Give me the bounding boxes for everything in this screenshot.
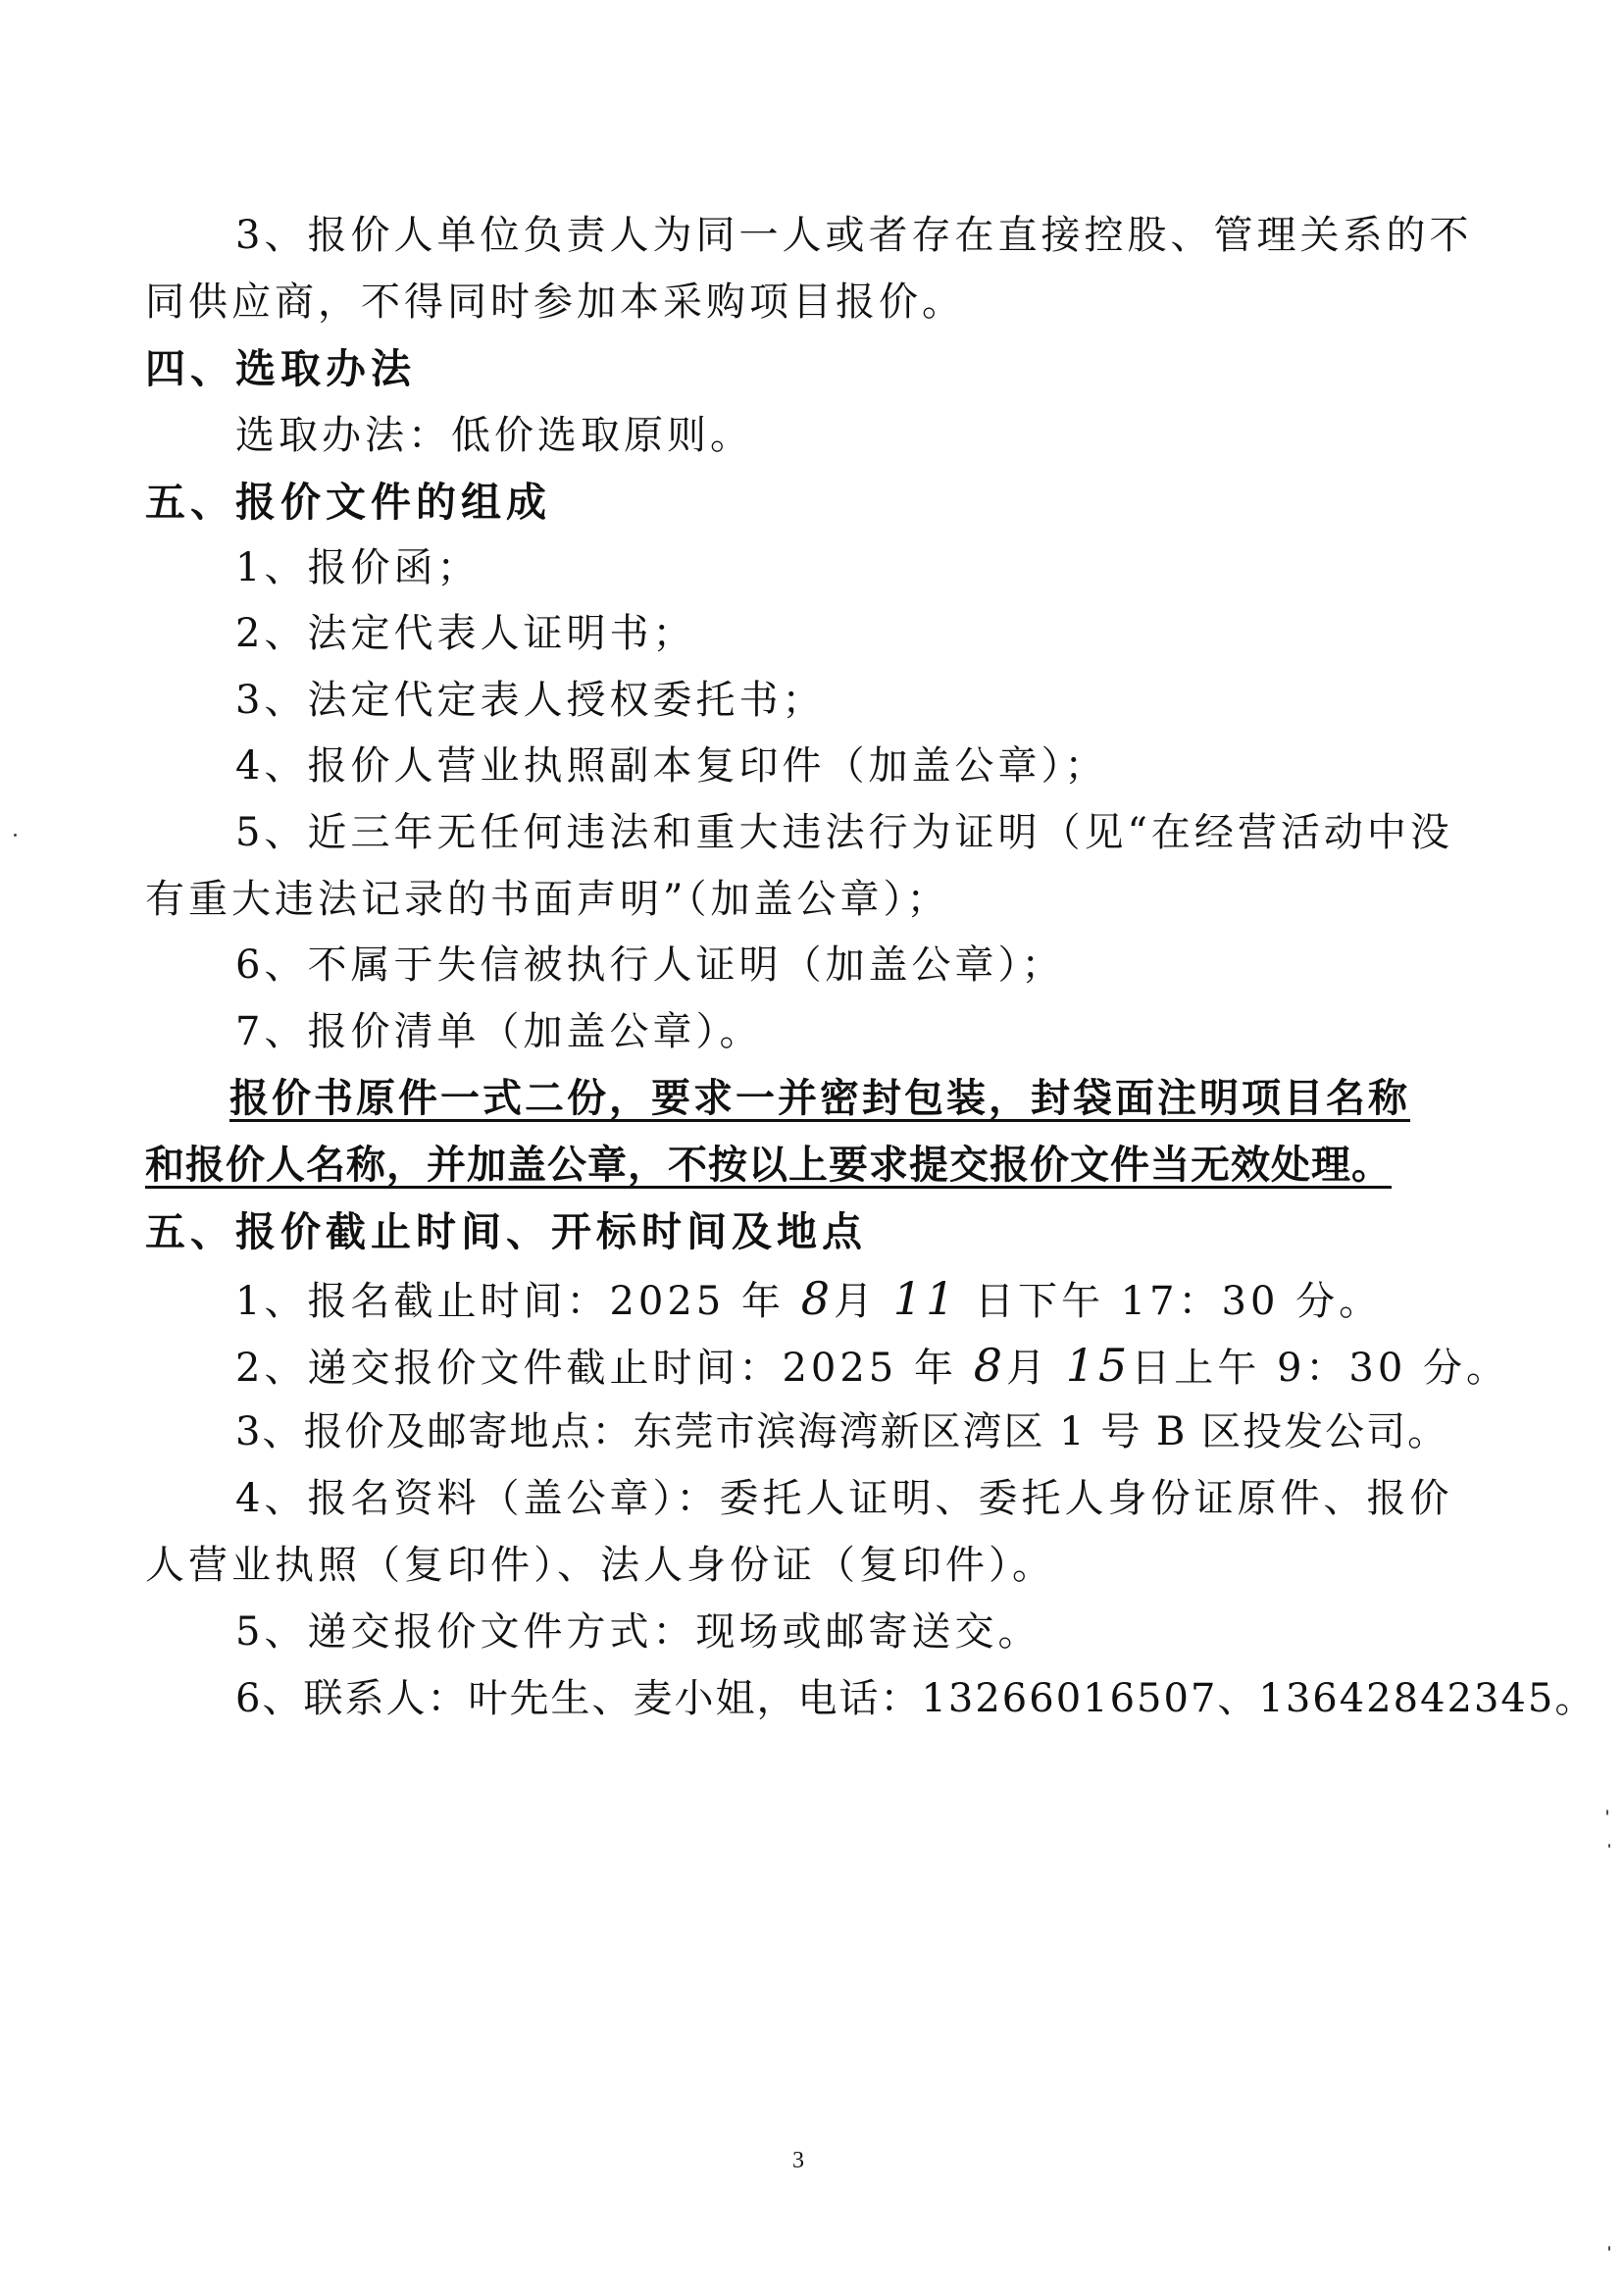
body-line: 同供应商，不得同时参加本采购项目报价。 <box>145 280 965 325</box>
list-item: 7、报价清单（加盖公章）。 <box>235 1009 763 1054</box>
handwritten-month: 8 <box>973 1339 1006 1392</box>
handwritten-day: 15 <box>1065 1339 1132 1392</box>
list-item: 5、近三年无任何违法和重大违法行为证明（见“在经营活动中没 <box>235 810 1453 855</box>
scan-speck <box>14 834 17 837</box>
list-item: 1、报价函； <box>235 545 481 590</box>
list-item: 4、报名资料（盖公章）：委托人证明、委托人身份证原件、报价 <box>235 1476 1453 1521</box>
section-heading: 四、选取办法 <box>145 345 416 392</box>
scan-speck <box>1606 1809 1608 1815</box>
deadline-submit-line <box>235 1339 1510 1392</box>
list-item-continuation: 有重大违法记录的书面声明”（加盖公章）； <box>145 877 950 922</box>
section-heading: 五、报价文件的组成 <box>145 479 551 526</box>
list-item: 5、递交报价文件方式：现场或邮寄送交。 <box>235 1609 1041 1655</box>
page-number: 3 <box>792 2148 804 2173</box>
body-line: 3、报价人单位负责人为同一人或者存在直接控股、管理关系的不 <box>235 213 1473 258</box>
body-line: 选取办法：低价选取原则。 <box>235 413 753 458</box>
emphasis-line: 和报价人名称，并加盖公章，不按以上要求提交报价文件当无效处理。 <box>145 1143 1392 1188</box>
handwritten-day: 11 <box>892 1272 959 1325</box>
deadline-suffix: 日上午 9：30 分。 <box>1131 1346 1510 1391</box>
month-unit: 月 <box>833 1279 893 1324</box>
list-item: 6、不属于失信被执行人证明（加盖公章）； <box>235 943 1065 988</box>
deadline-signup-line <box>235 1272 1383 1325</box>
list-item: 4、报价人营业执照副本复印件（加盖公章）； <box>235 743 1108 789</box>
scan-speck <box>1608 1844 1610 1848</box>
list-item-continuation: 人营业执照（复印件）、法人身份证（复印件）。 <box>145 1543 1055 1588</box>
deadline-prefix: 1、报名截止时间：2025 年 <box>235 1279 801 1324</box>
handwritten-month: 8 <box>800 1272 834 1325</box>
list-item: 3、报价及邮寄地点：东莞市滨海湾新区湾区 1 号 B 区投发公司。 <box>235 1409 1449 1454</box>
list-item: 6、联系人：叶先生、麦小姐，电话：13266016507、13642842345。 <box>235 1676 1597 1721</box>
deadline-prefix: 2、递交报价文件截止时间：2025 年 <box>235 1346 974 1391</box>
list-item: 3、法定代定表人授权委托书； <box>235 678 826 723</box>
section-heading: 五、报价截止时间、开标时间及地点 <box>145 1208 867 1255</box>
month-unit: 月 <box>1005 1346 1066 1391</box>
deadline-suffix: 日下午 17：30 分。 <box>958 1279 1383 1324</box>
emphasis-line: 报价书原件一式二份，要求一并密封包装，封袋面注明项目名称 <box>229 1076 1410 1121</box>
scan-speck <box>1608 2246 1610 2251</box>
list-item: 2、法定代表人证明书； <box>235 611 696 656</box>
